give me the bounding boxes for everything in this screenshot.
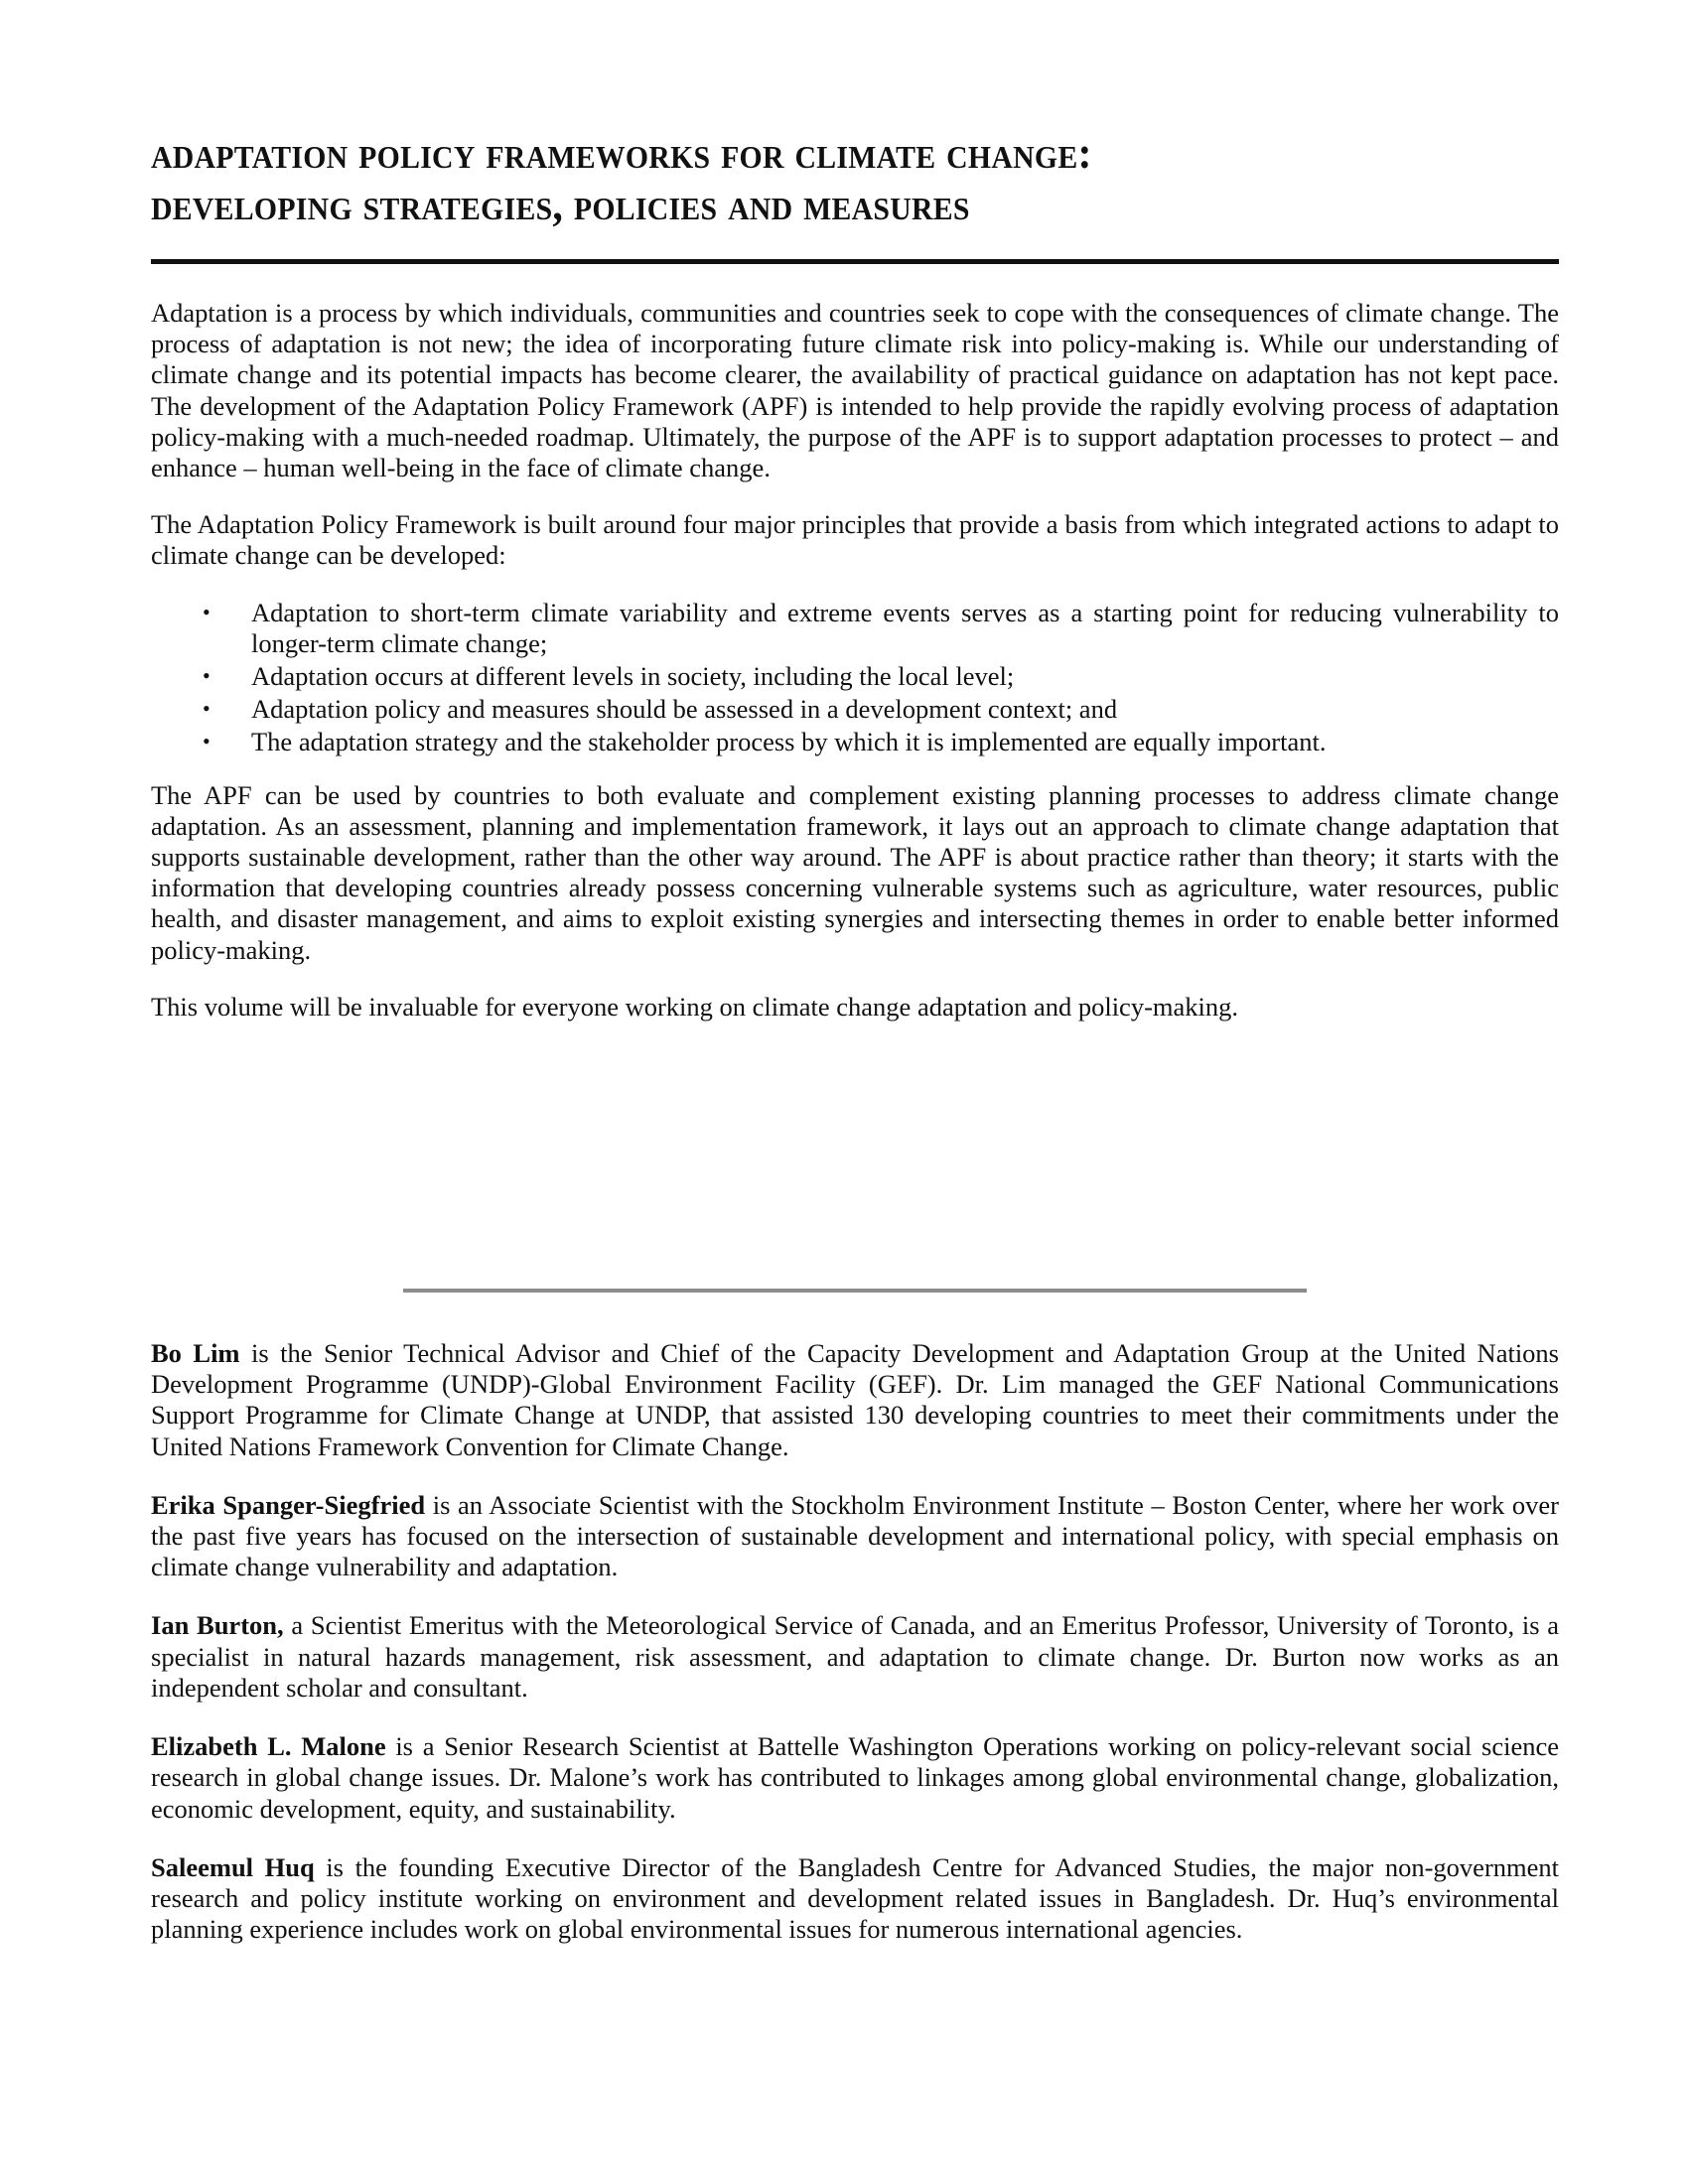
list-item: • Adaptation to short-term climate variability and extreme events serves as a starting point for reducing vulnerability to longer-term climate change; <box>151 598 1559 659</box>
closing-paragraph: This volume will be invaluable for everyone working on climate change adaptation and policy-making. <box>151 991 1239 1022</box>
author-name: Erika Spanger-Siegfried <box>151 1489 426 1520</box>
author-name: Saleemul Huq <box>151 1851 315 1882</box>
title-block <box>151 0 1559 264</box>
author-bio-text: is an Associate Scientist with the Stockholm Environment Institute – Boston Center, where her work over the past five years has focused on the intersection of sustainable development and international policy, with special emphasis on climate change vulnerability and adaptation. <box>151 1489 1560 1582</box>
author-bio-text: is the founding Executive Director of the Bangladesh Centre for Advanced Studies, the major non-government research and policy institute working on environment and development related issues in Bangladesh. Dr. Huq’s environmental planning experience includes work on global environmental issues for numerous international agencies. <box>151 1851 1560 1945</box>
principles-list <box>151 598 1559 758</box>
author-name: Ian Burton, <box>151 1610 284 1641</box>
author-bio <box>151 1731 1559 1825</box>
author-bio-text: a Scientist Emeritus with the Meteorological Service of Canada, and an Emeritus Professor, University of Toronto, is a specialist in natural hazards management, risk assessment, and adaptation to climate change. Dr. Burton now works as an independent scholar and consultant. <box>151 1610 1559 1703</box>
author-bio-text: is a Senior Research Scientist at Battelle Washington Operations working on policy-relevant social science research in global change issues. Dr. Malone’s work has contributed to linkages among global environmental change, globalization, economic development, equity, and sustainability. <box>151 1731 1559 1824</box>
author-bio <box>151 1610 1559 1704</box>
section-separator-rule <box>403 1289 1307 1293</box>
principles-lead-paragraph: The Adaptation Policy Framework is built around four major principles that provide a basis from which integrated actions to adapt to climate change can be developed: <box>151 509 1559 571</box>
author-bios <box>151 1338 1559 1945</box>
title-rule <box>151 259 1559 264</box>
author-name: Elizabeth L. Malone <box>151 1731 386 1762</box>
vertical-spacer <box>151 1023 1559 1289</box>
list-item: • The adaptation strategy and the stakeholder process by which it is implemented are equally important. <box>151 727 1559 757</box>
body-block <box>151 298 1559 1023</box>
author-bio <box>151 1852 1559 1946</box>
page-content <box>151 0 1559 1945</box>
page-title-line-2: developing strategies, policies and measures <box>151 180 970 229</box>
page-title-line-1: adaptation policy frameworks for climate change: <box>151 128 1092 178</box>
separator-wrap <box>151 1289 1559 1293</box>
author-bio-text: is the Senior Technical Advisor and Chief of the Capacity Development and Adaptation Group at the United Nations Development Programme (UNDP)-Global Environment Facility (GEF). Dr. Lim managed the GEF National Communications Support Programme for Climate Change at UNDP, that assisted 130 developing countries to meet their commitments under the United Nations Framework Convention for Climate Change. <box>151 1338 1559 1461</box>
intro-paragraph: Adaptation is a process by which individuals, communities and countries seek to cope with the consequences of climate change. The process of adaptation is not new; the idea of incorporating future climate risk into policy-making is. While our understanding of climate change and its potential impacts has become clearer, the availability of practical guidance on adaptation has not kept pace. The development of the Adaptation Policy Framework (APF) is intended to help provide the rapidly evolving process of adaptation policy-making with a much-needed roadmap. Ultimately, the purpose of the APF is to support adaptation processes to protect – and enhance – human well-being in the face of climate change. <box>151 298 1559 483</box>
list-item: • Adaptation occurs at different levels in society, including the local level; <box>151 661 1559 692</box>
apf-use-paragraph: The APF can be used by countries to both evaluate and complement existing planning processes to address climate change adaptation. As an assessment, planning and implementation framework, it lays out an approach to climate change adaptation that supports sustainable development, rather than the other way around. The APF is about practice rather than theory; it starts with the information that developing countries already possess concerning vulnerable systems such as agriculture, water resources, public health, and disaster management, and aims to exploit existing synergies and intersecting themes in order to enable better informed policy-making. <box>151 779 1559 965</box>
author-bio <box>151 1490 1559 1583</box>
author-name: Bo Lim <box>151 1338 240 1369</box>
list-item: • Adaptation policy and measures should be assessed in a development context; and <box>151 694 1559 725</box>
author-bio <box>151 1338 1559 1462</box>
